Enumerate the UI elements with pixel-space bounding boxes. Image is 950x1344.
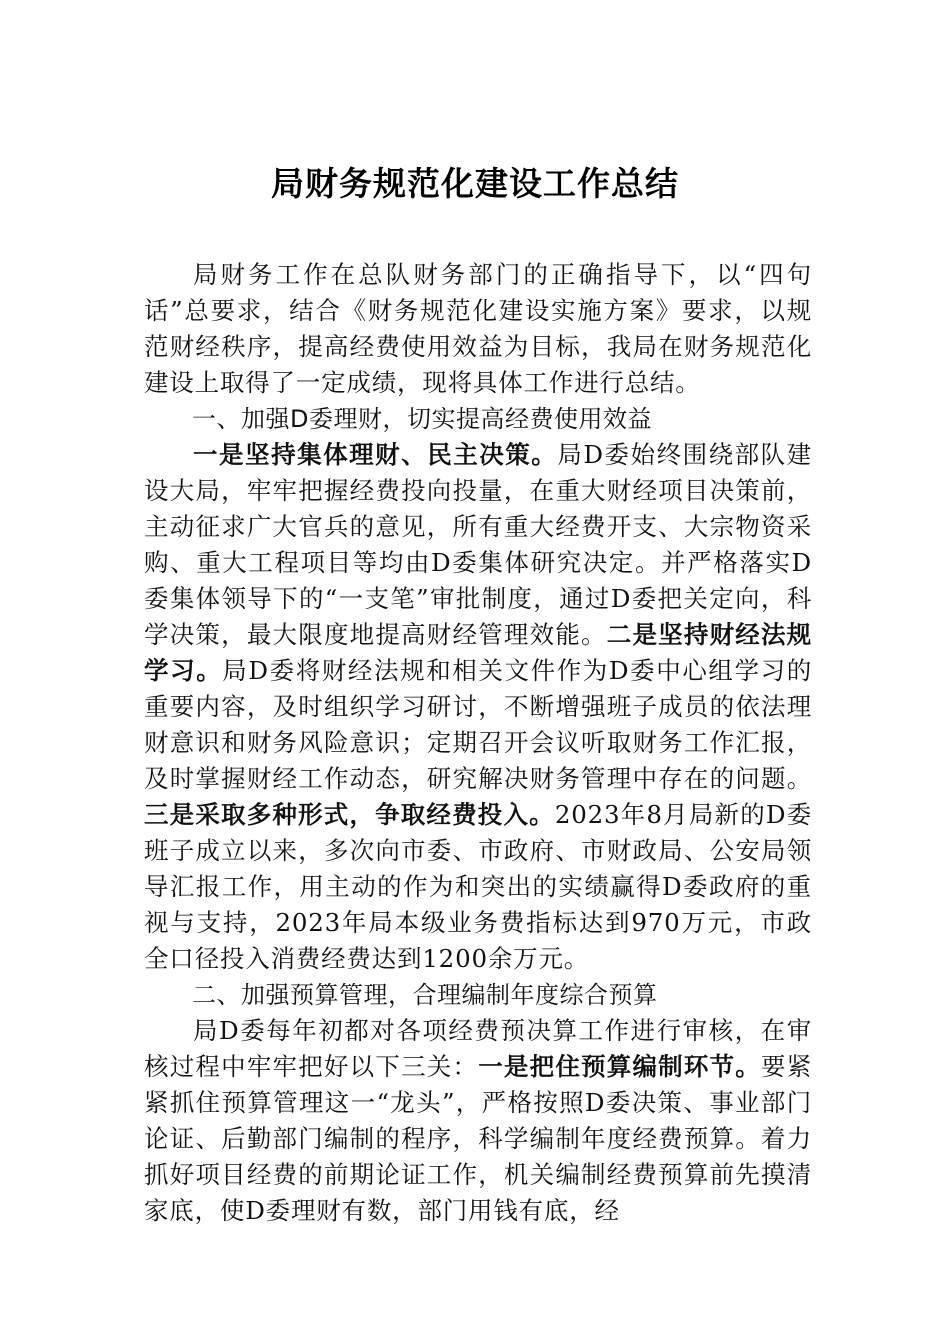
section1-point2-lead: 二是坚持财经法规学习。: [144, 620, 812, 685]
section2-paragraph: [144, 1013, 812, 1229]
section-heading-2: 二、加强预算管理，合理编制年度综合预算: [192, 981, 658, 1009]
section1-point1-text: 局D委始终围绕部队建设大局，牢牢把握经费投向投量，在重大财经项目决策前，主动征求广大官兵的意见，所有重大经费开支、大宗物资采购、重大工程项目等均由D委集体研究决定。并严格落实D委集体领导下的“一支笔”审批制度，通过D委把关定向，科学决策，最大限度地提高财经管理效能。: [144, 440, 812, 649]
section1-point3-lead: 三是采取多种形式，争取经费投入。: [144, 800, 555, 829]
intro-paragraph: 局财务工作在总队财务部门的正确指导下，以“四句话”总要求，结合《财务规范化建设实施方案》要求，以规范财经秩序，提高经费使用效益为目标，我局在财务规范化建设上取得了一定成绩，现将具体工作进行总结。: [144, 260, 812, 397]
section-heading-1: 一、加强D委理财，切实提高经费使用效益: [192, 405, 652, 433]
section1-point1-lead: 一是坚持集体理财、民主决策。: [193, 440, 558, 469]
section2-point1-text: 要紧紧抓住预算管理这一“龙头”，严格按照D委决策、事业部门论证、后勤部门编制的程序，科学编制年度经费预算。着力抓好项目经费的前期论证工作，机关编制经费预算前先摸清家底，使D委理财有数，部门用钱有底，经: [144, 1052, 812, 1225]
section2-point1-lead: 一是把住预算编制环节。: [478, 1052, 761, 1081]
section1-point3-text: 2023年8月局新的D委班子成立以来，多次向市委、市政府、市财政局、公安局领导汇报工作，用主动的作为和突出的实绩赢得D委政府的重视与支持，2023年局本级业务费指标达到970万元，市政全口径投入消费经费达到1200余万元。: [144, 800, 812, 973]
section1-paragraph: [144, 437, 812, 977]
section1-point2-text: 局D委将财经法规和相关文件作为D委中心组学习的重要内容，及时组织学习研讨，不断增强班子成员的依法理财意识和财务风险意识；定期召开会议听取财务工作汇报，及时掌握财经工作动态，研究解决财务管理中存在的问题。: [144, 656, 812, 793]
document-body: [144, 257, 812, 1229]
document-title: 局财务规范化建设工作总结: [271, 164, 679, 203]
section2-intro-text: 局D委每年初都对各项经费预决算工作进行审核，在审核过程中牢牢把好以下三关：: [144, 1016, 812, 1081]
